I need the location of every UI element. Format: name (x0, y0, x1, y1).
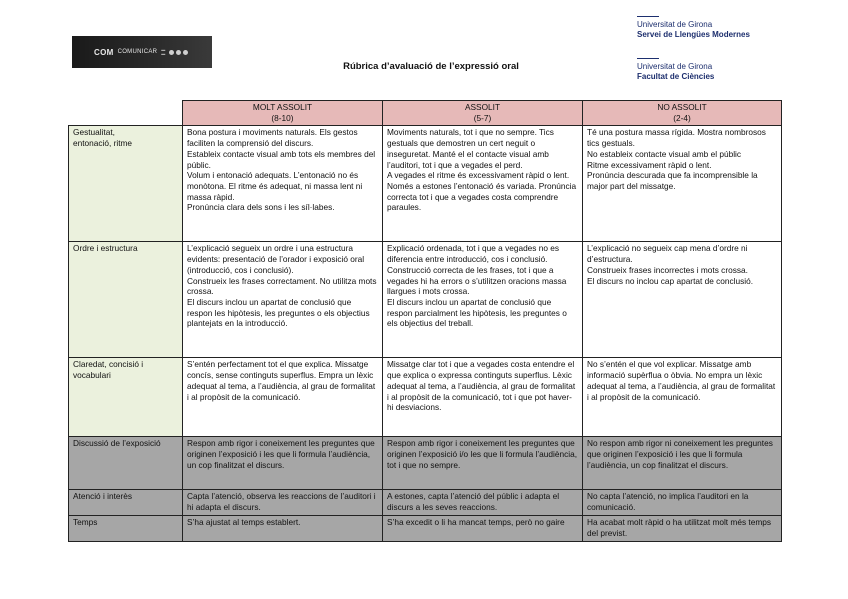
rubric-table (68, 100, 782, 542)
logo-com-text: COM (94, 47, 114, 57)
column-range: (8-10) (271, 112, 294, 123)
descriptor-text: Respon amb rigor i coneixement les preguntes que originen l’exposició i/o les que li formula l’audiència, tot i que no sempre. (387, 438, 578, 470)
descriptor-cell (583, 242, 782, 358)
rubric-row-ordre (69, 242, 782, 358)
column-range: (5-7) (473, 112, 492, 123)
university-mark-icon (637, 16, 659, 20)
descriptor-text: Construeix frases incorrectes i mots crossa. (587, 264, 748, 275)
descriptor-cell (583, 437, 782, 490)
descriptor-text: S’ha ajustat al temps establert. (187, 517, 301, 528)
column-header-molt-assolit (183, 101, 383, 126)
rubric-header-row (69, 101, 782, 126)
rubric-row-claredat (69, 358, 782, 437)
descriptor-text: Explicació ordenada, tot i que a vegades no es diferencia entre introducció, cos i conclusió. (387, 243, 560, 265)
rubric-row-temps (69, 516, 782, 542)
criterion-cell (69, 490, 183, 516)
descriptor-text: Respon amb rigor i coneixement les preguntes que originen l’exposició i les que li formula l’audiència, un cop finalitzat el discurs. (187, 438, 375, 470)
descriptor-text: S’ha excedit o li ha mancat temps, però no gaire (387, 517, 565, 528)
descriptor-cell (383, 490, 583, 516)
descriptor-text: Volum i entonació adequats. L’entonació no és monòtona. El ritme és adequat, ni massa lent ni massa ràpid. (187, 170, 363, 202)
descriptor-text: No capta l’atenció, no implica l’auditori en la comunicació. (587, 491, 749, 513)
descriptor-text: Estableix contacte visual amb tots els membres del públic. (187, 148, 376, 170)
rubric-row-discussio (69, 437, 782, 490)
descriptor-text: No s’entén el que vol explicar. Missatge amb informació supèrflua o òbvia. No empra un lèxic adequat al tema, a l’audiència, al grau de formalitat i al propòsit de la comunicació. (587, 359, 776, 402)
descriptor-text: Moviments naturals, tot i que no sempre. Tics gestuals que demostren un cert neguit o inseguretat. Manté el el contacte visual amb l’auditori, tot i que a vegades el perd. (387, 127, 554, 170)
column-label: ASSOLIT (464, 102, 501, 112)
criterion-text: Claredat, concisió i (73, 359, 144, 370)
descriptor-cell (183, 358, 383, 437)
descriptor-cell (183, 490, 383, 516)
column-header-no-assolit (583, 101, 782, 126)
criterion-text: entonació, ritme (73, 138, 133, 149)
descriptor-cell (383, 242, 583, 358)
descriptor-cell (583, 516, 782, 542)
descriptor-text: Missatge clar tot i que a vegades costa entendre el que explica o expressa continguts superflus. Lèxic adequat al tema, a l’audiència, al grau de formalitat i al propòsit de la comunicació, tot i que pot haver-hi desviacions. (387, 359, 576, 413)
descriptor-cell (183, 516, 383, 542)
descriptor-text: Ha acabat molt ràpid o ha utilitzat molt més temps del previst. (587, 517, 771, 539)
descriptor-text: Ritme excessivament ràpid o lent. (587, 159, 712, 170)
logo-dots-icon (169, 50, 188, 55)
descriptor-text: A vegades el ritme és excessivament ràpid o lent. Només a estones l’entonació és variada. Pronúncia correcta tot i que a vegades costa comprendre paraules. (387, 170, 577, 213)
university-name: Universitat de Girona (637, 62, 713, 71)
descriptor-text: Pronúncia clara dels sons i les síl·labes. (187, 202, 335, 213)
logo-comunicar-text: COMUNICAR (117, 49, 158, 55)
descriptor-text: L’explicació no segueix cap mena d’ordre ni d’estructura. (587, 243, 748, 265)
rubric-row-gestualitat (69, 126, 782, 242)
column-label: MOLT ASSOLIT (252, 102, 313, 112)
logo-small-print-icon: ▬ ▬ (161, 47, 166, 56)
faculty-name: Facultat de Ciències (637, 71, 715, 81)
university-mark-icon (637, 58, 659, 62)
criterion-cell (69, 516, 183, 542)
column-label: NO ASSOLIT (657, 102, 707, 112)
criterion-cell (69, 126, 183, 242)
university-logo-sciences (637, 62, 714, 81)
descriptor-cell (183, 242, 383, 358)
descriptor-cell (183, 126, 383, 242)
criterion-text: Discussió de l’exposició (73, 438, 161, 449)
descriptor-text: El discurs inclou un apartat de conclusió que respon parcialment les hipòtesis, les preguntes o els objectius del treball. (387, 296, 567, 329)
descriptor-text: Té una postura massa rígida. Mostra nombrosos tics gestuals. (587, 127, 766, 149)
descriptor-cell (383, 437, 583, 490)
descriptor-text: A estones, capta l’atenció del públic i adapta el discurs a les seves reaccions. (387, 491, 560, 513)
university-name: Universitat de Girona (637, 20, 713, 29)
descriptor-cell (383, 516, 583, 542)
descriptor-text: El discurs inclou un apartat de conclusió que respon les hipòtesis, les preguntes o els objectius plantejats en la introducció. (187, 296, 370, 329)
descriptor-text: L’explicació segueix un ordre i una estructura evidents: presentació de l’orador i exposició oral (introducció, cos i conclusió). (187, 243, 365, 275)
descriptor-text: No estableix contacte visual amb el públic (587, 148, 742, 159)
service-name: Servei de Llengües Modernes (637, 29, 750, 39)
descriptor-cell (383, 126, 583, 242)
descriptor-text: No respon amb rigor ni coneixement les preguntes que originen l’exposició i les que li formula l’audiència, un cop finalitzat el discurs. (587, 438, 773, 470)
university-logo-languages (637, 20, 750, 39)
descriptor-text: El discurs no inclou cap apartat de conclusió. (587, 275, 754, 286)
descriptor-text: Capta l’atenció, observa les reaccions de l’auditori i hi adapta el discurs. (187, 491, 376, 513)
criterion-text: vocabulari (73, 370, 111, 381)
criterion-text: Ordre i estructura (73, 243, 138, 254)
descriptor-text: Construeix les frases correctament. No utilitza mots crossa. (187, 275, 377, 297)
descriptor-cell (183, 437, 383, 490)
column-header-assolit (383, 101, 583, 126)
descriptor-text: Pronúncia descurada que fa incomprensible la major part del missatge. (587, 170, 758, 191)
criterion-text: Atenció i interès (73, 491, 133, 502)
descriptor-cell (583, 490, 782, 516)
descriptor-cell (383, 358, 583, 437)
descriptor-text: S’entén perfectament tot el que explica. Missatge concís, sense continguts superflus. Empra un lèxic adequat al tema, a l’audiència, al grau de formalitat i al propòsit de la comunicació. (187, 359, 376, 402)
criterion-text: Gestualitat, (73, 127, 115, 138)
criterion-cell (69, 242, 183, 358)
criterion-cell (69, 358, 183, 437)
descriptor-text: Bona postura i moviments naturals. Els gestos faciliten la comprensió del discurs. (187, 127, 358, 149)
criterion-text: Temps (73, 517, 98, 528)
column-range: (2-4) (673, 112, 691, 123)
rubric-row-atencio (69, 490, 782, 516)
header-corner-cell (69, 101, 183, 126)
descriptor-cell (583, 126, 782, 242)
descriptor-cell (583, 358, 782, 437)
criterion-cell (69, 437, 183, 490)
descriptor-text: Construcció correcta de les frases, tot i que a vegades hi ha errors o s’utilitzen oracions massa llargues i mots crossa. (387, 264, 567, 297)
page-title: Rúbrica d’avaluació de l’expressió oral (343, 61, 519, 72)
